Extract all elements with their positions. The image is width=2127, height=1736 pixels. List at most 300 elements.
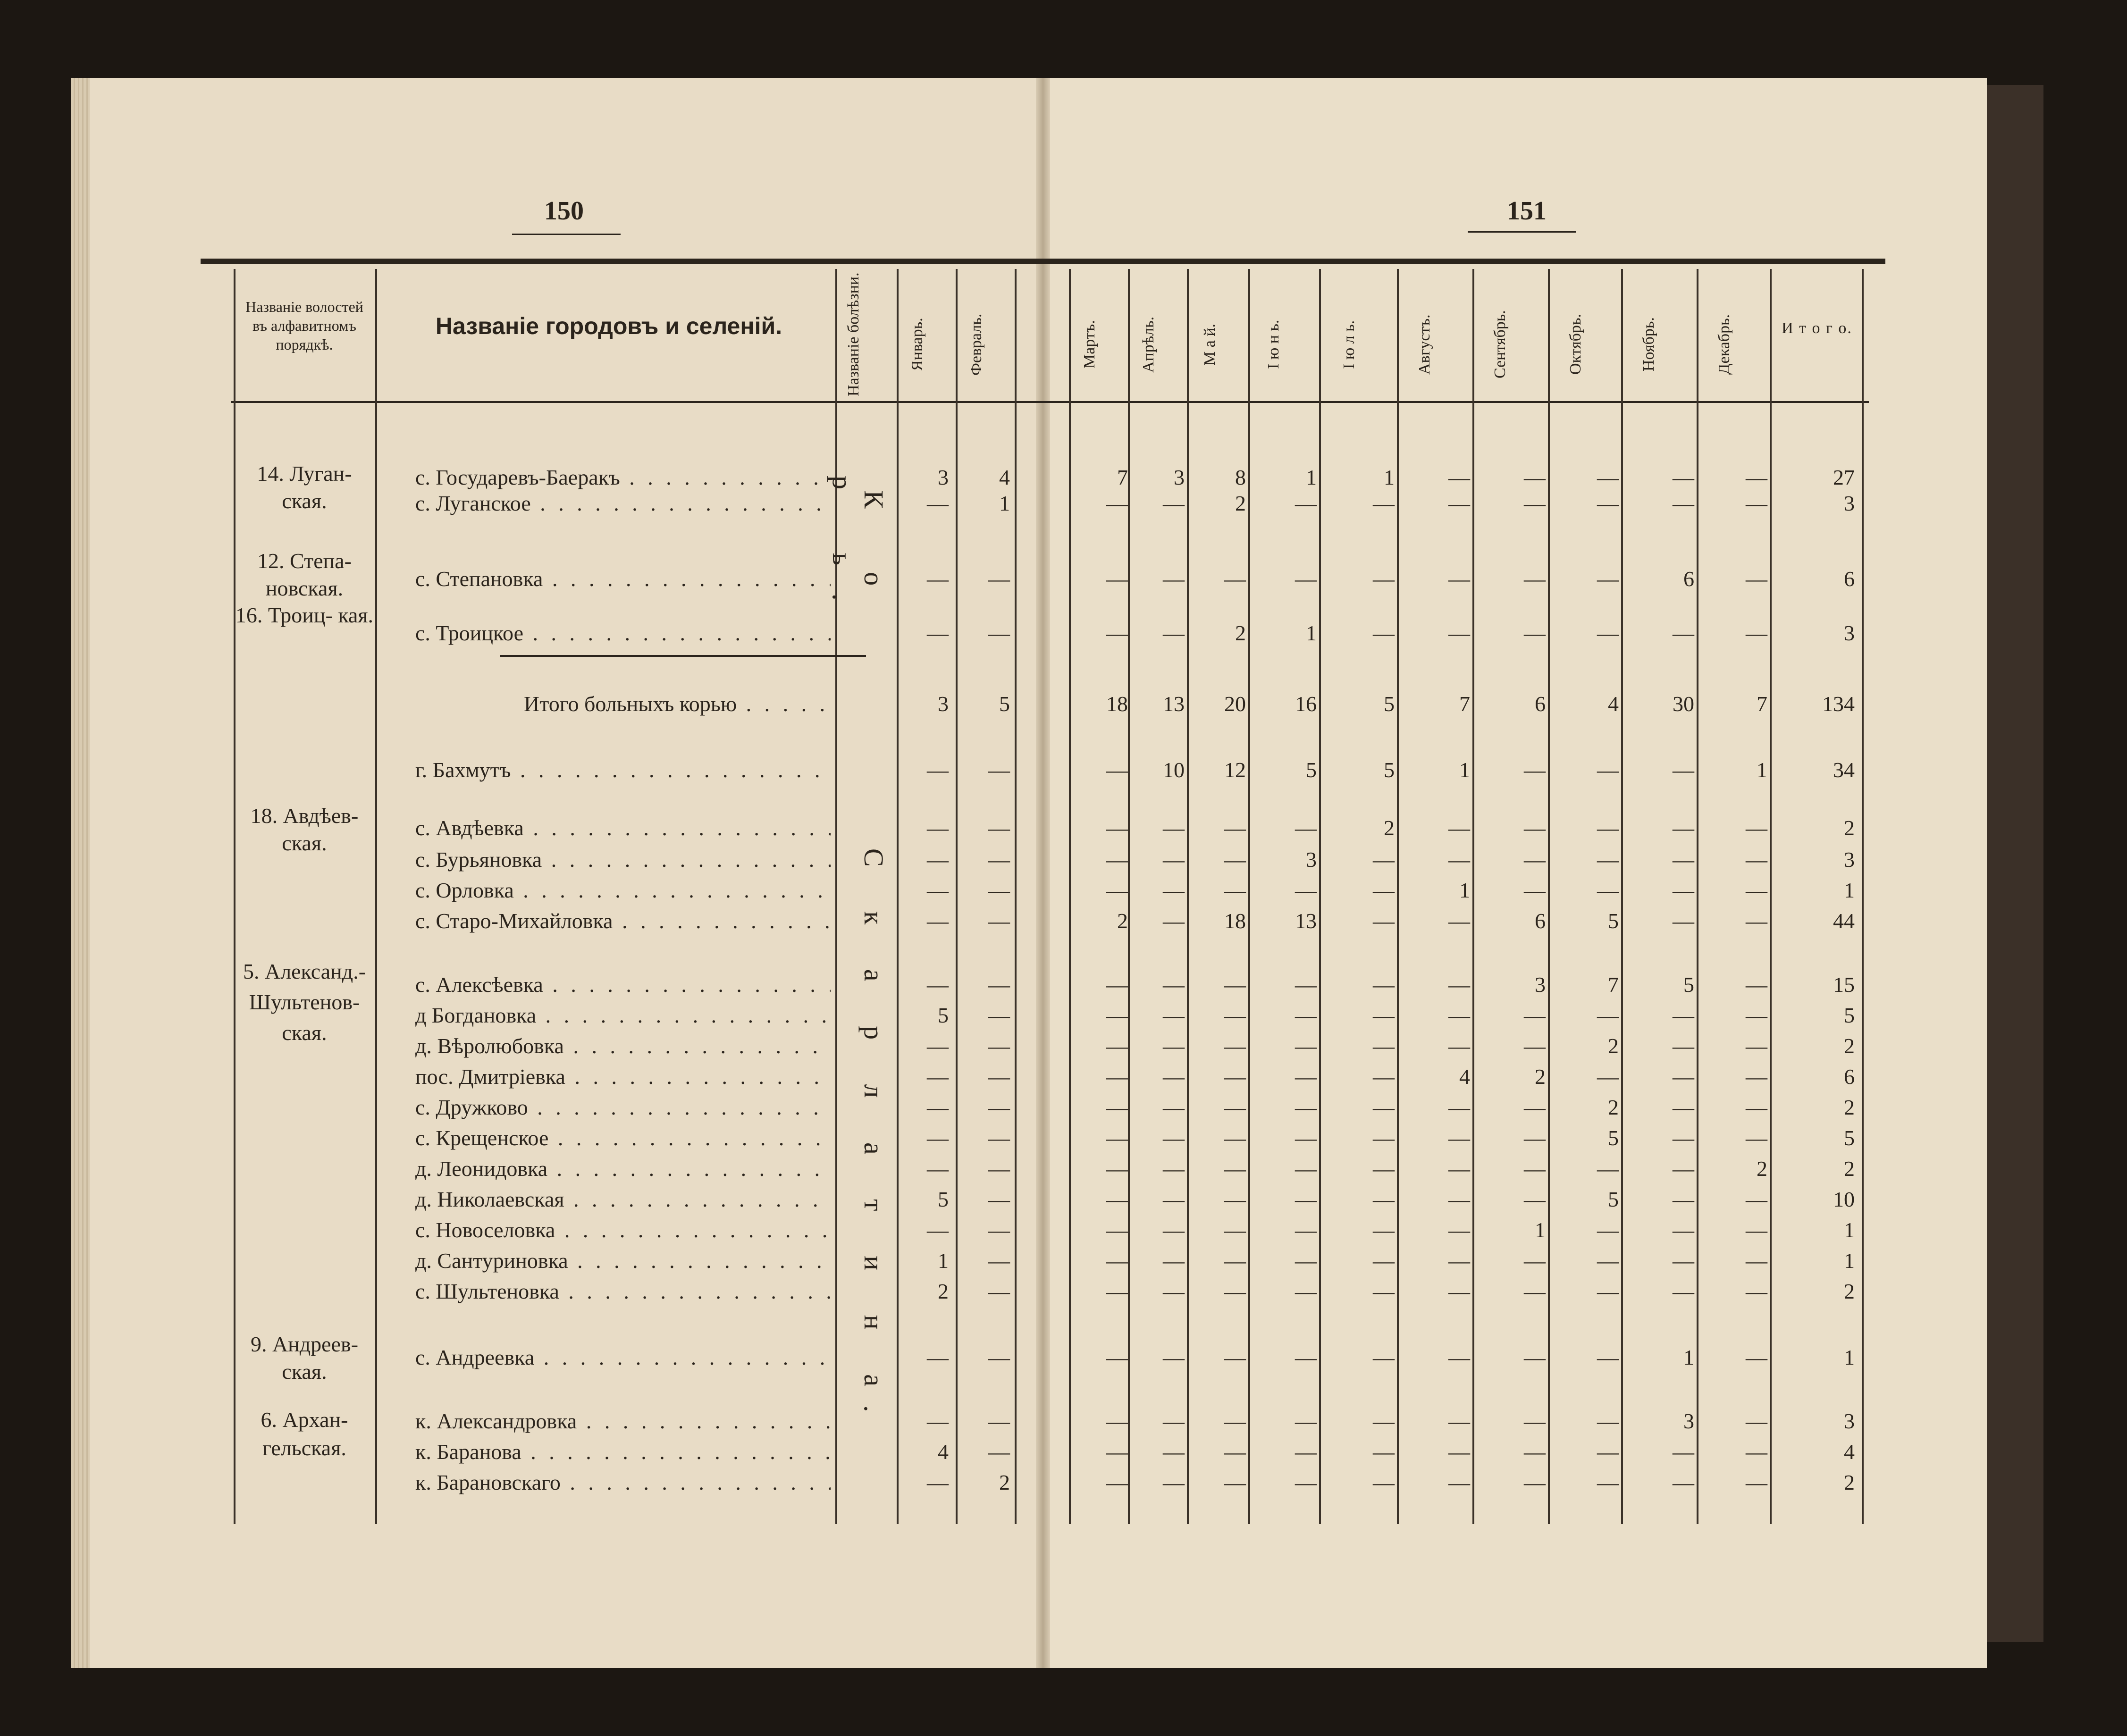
settlement-name: с. Дружково . . . (415, 1095, 831, 1120)
table-cell: 6 (1683, 567, 1694, 591)
table-cell: — (1746, 1034, 1767, 1058)
table-cell: — (988, 1003, 1010, 1027)
table-cell: — (1373, 1065, 1395, 1089)
header-volost: Названіе волостей въ алфавитномъ порядкѣ. (245, 298, 363, 353)
table-cell: — (1448, 1157, 1470, 1181)
table-cell: 20 (1224, 692, 1246, 716)
table-cell: 2 (1844, 1157, 1855, 1181)
table-cell: — (1673, 1157, 1694, 1181)
table-cell: 1 (1459, 878, 1470, 902)
table-cell: 5 (1608, 909, 1619, 933)
header-month: Январь. (908, 318, 926, 371)
table-cell: — (1163, 878, 1185, 902)
table-cell: — (1163, 1470, 1185, 1494)
table-cell: — (1448, 1034, 1470, 1058)
table-cell: — (1524, 1279, 1546, 1303)
table-cell: — (1673, 1279, 1694, 1303)
table-cell: — (988, 1218, 1010, 1242)
table-cell: — (1746, 847, 1767, 872)
table-cell: 5 (1384, 758, 1395, 782)
settlement-name: с. Орловка . . . (415, 878, 831, 903)
table-cell: — (927, 1409, 949, 1433)
table-cell: — (1224, 1034, 1246, 1058)
volost-label: 6. Архан- (261, 1408, 348, 1432)
col-line (1472, 269, 1474, 1524)
col-line (1128, 269, 1130, 1524)
table-cell: — (1448, 1249, 1470, 1273)
table-cell: — (1597, 1345, 1619, 1369)
settlement-name: к. Баранова . . . (415, 1439, 831, 1464)
table-cell: — (988, 1440, 1010, 1464)
table-cell: — (1163, 973, 1185, 997)
table-cell: — (1163, 491, 1185, 515)
header-month: Декабрь. (1715, 314, 1733, 375)
disease-label-scarlet-fever: С к а р л а т и н а. (858, 848, 889, 1431)
table-cell: — (1673, 1034, 1694, 1058)
table-cell: — (1524, 491, 1546, 515)
table-cell: 2 (938, 1279, 949, 1303)
table-cell: — (1106, 491, 1128, 515)
table-cell: — (1373, 567, 1395, 591)
table-cell: — (927, 1126, 949, 1150)
table-cell: — (1163, 1249, 1185, 1273)
table-cell: — (988, 1187, 1010, 1211)
table-cell: 2 (1844, 1034, 1855, 1058)
table-cell: 4 (1608, 692, 1619, 716)
table-cell: — (1524, 1187, 1546, 1211)
table-cell: — (1295, 1187, 1317, 1211)
page-number-right-rule (1468, 231, 1576, 233)
header-month: Апрѣль. (1140, 316, 1157, 373)
table-cell: — (1448, 1345, 1470, 1369)
settlement-name: с. Авдѣевка . . . (415, 815, 831, 840)
table-cell: — (1448, 1095, 1470, 1119)
table-cell: — (1163, 816, 1185, 840)
table-cell: — (988, 758, 1010, 782)
table-cell: — (1597, 567, 1619, 591)
table-cell: 2 (1844, 1279, 1855, 1303)
table-cell: 18 (1224, 909, 1246, 933)
table-cell: 2 (1235, 621, 1246, 645)
table-cell: — (1163, 909, 1185, 933)
table-cell: — (927, 491, 949, 515)
table-cell: — (1597, 1440, 1619, 1464)
table-cell: — (1746, 1470, 1767, 1494)
table-cell: — (1295, 1409, 1317, 1433)
table-cell: 5 (1683, 973, 1694, 997)
table-cell: 1 (1844, 878, 1855, 902)
table-cell: — (927, 1034, 949, 1058)
table-cell: — (927, 1218, 949, 1242)
header-settlement: Названіе городовъ и селеній. (435, 313, 782, 339)
table-cell: — (1163, 1218, 1185, 1242)
table-cell: — (1673, 816, 1694, 840)
table-cell: — (988, 878, 1010, 902)
table-cell: — (1106, 1126, 1128, 1150)
header-month: М а й. (1201, 323, 1219, 366)
header-month: Августъ. (1416, 314, 1433, 375)
table-cell: — (1673, 1126, 1694, 1150)
table-cell: 1 (1844, 1249, 1855, 1273)
table-cell: 34 (1833, 758, 1855, 782)
table-cell: — (1673, 878, 1694, 902)
table-cell: 2 (1535, 1065, 1546, 1089)
table-cell: 13 (1163, 692, 1185, 716)
table-cell: 6 (1535, 692, 1546, 716)
table-cell: — (1295, 1034, 1317, 1058)
table-cell: — (1373, 1095, 1395, 1119)
table-cell: — (1295, 1249, 1317, 1273)
table-cell: — (1524, 1409, 1546, 1433)
table-cell: — (988, 816, 1010, 840)
table-cell: — (927, 1470, 949, 1494)
table-cell: — (1106, 847, 1128, 872)
table-cell: — (1524, 878, 1546, 902)
volost-label: 14. Луган- (257, 461, 352, 486)
table-cell: — (1746, 491, 1767, 515)
header-month: Сентябрь. (1491, 310, 1509, 379)
table-cell: — (1673, 1249, 1694, 1273)
table-cell: — (988, 1095, 1010, 1119)
table-cell: — (1524, 1440, 1546, 1464)
table-cell: 27 (1833, 465, 1855, 489)
table-cell: — (1597, 491, 1619, 515)
page-edges (71, 78, 90, 1668)
volost-label: Шультенов- (249, 990, 360, 1014)
table-cell: — (1106, 973, 1128, 997)
table-cell: 2 (1608, 1095, 1619, 1119)
table-cell: — (1673, 491, 1694, 515)
table-cell: — (1373, 1440, 1395, 1464)
table-cell: — (1224, 567, 1246, 591)
settlement-name: с. Андреевка . . . (415, 1345, 831, 1370)
table-cell: — (927, 847, 949, 872)
table-cell: — (1106, 816, 1128, 840)
table-cell: — (1746, 973, 1767, 997)
table-cell: — (1524, 847, 1546, 872)
table-cell: 1 (1683, 1345, 1694, 1369)
table-cell: — (1106, 1249, 1128, 1273)
table-cell: — (988, 567, 1010, 591)
book-cover-right (1987, 85, 2043, 1642)
table-cell: 1 (1535, 1218, 1546, 1242)
table-cell: — (1597, 1003, 1619, 1027)
table-cell: — (1106, 1157, 1128, 1181)
table-cell: — (1524, 1157, 1546, 1181)
table-cell: — (1746, 1218, 1767, 1242)
table-cell: — (1224, 1095, 1246, 1119)
table-cell: — (1524, 621, 1546, 645)
page-number-right: 151 (1507, 196, 1547, 226)
table-cell: 5 (938, 1003, 949, 1027)
table-cell: 5 (938, 1187, 949, 1211)
table-cell: — (1295, 1279, 1317, 1303)
table-cell: — (1746, 909, 1767, 933)
table-cell: — (1106, 1187, 1128, 1211)
table-cell: — (1673, 465, 1694, 489)
table-cell: 1 (1757, 758, 1767, 782)
table-cell: — (1106, 1440, 1128, 1464)
table-cell: — (1746, 1095, 1767, 1119)
table-cell: 1 (1844, 1218, 1855, 1242)
table-cell: 3 (1844, 847, 1855, 872)
settlement-name: к. Александровка . . . (415, 1409, 831, 1434)
table-cell: — (1673, 758, 1694, 782)
table-cell: — (1295, 491, 1317, 515)
table-cell: — (1373, 847, 1395, 872)
table-cell: 2 (999, 1470, 1010, 1494)
table-cell: — (927, 878, 949, 902)
settlement-name: пос. Дмитріевка . . . (415, 1064, 831, 1089)
table-cell: — (1524, 1345, 1546, 1369)
col-line (1397, 269, 1399, 1524)
table-cell: — (1746, 1003, 1767, 1027)
table-cell: 5 (1608, 1187, 1619, 1211)
table-cell: — (1746, 1065, 1767, 1089)
table-cell: — (1746, 465, 1767, 489)
settlement-name: д. Вѣролюбовка . . . (415, 1033, 831, 1058)
table-cell: — (1224, 847, 1246, 872)
page-number-left: 150 (544, 196, 584, 226)
table-cell: — (1673, 1218, 1694, 1242)
table-cell: — (1524, 1003, 1546, 1027)
table-cell: — (1448, 1218, 1470, 1242)
col-line (375, 269, 377, 1524)
table-cell: — (1597, 1218, 1619, 1242)
table-cell: — (1597, 465, 1619, 489)
table-cell: 6 (1535, 909, 1546, 933)
table-cell: — (1224, 1345, 1246, 1369)
table-cell: — (1597, 1409, 1619, 1433)
table-cell: — (1163, 847, 1185, 872)
settlement-name: с. Бурьяновка . . . (415, 847, 831, 872)
settlement-name: д. Сантуриновка . . . (415, 1248, 831, 1273)
table-cell: — (1373, 1003, 1395, 1027)
header-month: І ю л ь. (1340, 320, 1358, 369)
table-cell: — (1373, 1249, 1395, 1273)
table-cell: — (1746, 567, 1767, 591)
table-cell: — (988, 1345, 1010, 1369)
table-cell: — (1106, 1409, 1128, 1433)
table-cell: — (1448, 1279, 1470, 1303)
table-cell: — (1224, 1126, 1246, 1150)
table-top-rule (201, 259, 1885, 264)
table-cell: 8 (1235, 465, 1246, 489)
table-cell: — (1295, 1218, 1317, 1242)
table-cell: — (1163, 1034, 1185, 1058)
table-cell: — (1597, 1279, 1619, 1303)
table-cell: 2 (1608, 1034, 1619, 1058)
table-cell: — (1746, 816, 1767, 840)
table-cell: 4 (1844, 1440, 1855, 1464)
header-month: І ю н ь. (1265, 319, 1282, 369)
table-cell: — (1106, 1003, 1128, 1027)
table-cell: — (1373, 491, 1395, 515)
table-cell: — (1448, 491, 1470, 515)
table-cell: — (988, 909, 1010, 933)
table-cell: — (1163, 1345, 1185, 1369)
table-cell: — (1163, 1440, 1185, 1464)
table-cell: 7 (1459, 692, 1470, 716)
table-cell: 1 (1306, 621, 1317, 645)
table-cell: — (1373, 973, 1395, 997)
table-cell: — (1673, 1003, 1694, 1027)
settlement-name: с. Государевъ-Баеракъ . . . (415, 465, 831, 490)
settlement-name: г. Бахмутъ . . . (415, 757, 831, 782)
table-cell: — (1224, 1218, 1246, 1242)
table-cell: — (1373, 878, 1395, 902)
table-cell: — (1673, 621, 1694, 645)
table-cell: — (988, 847, 1010, 872)
settlement-name: с. Старо-Михайловка . . . (415, 908, 831, 933)
table-cell: 10 (1163, 758, 1185, 782)
settlement-name: с. Троицкое . . . (415, 621, 831, 646)
table-cell: — (1524, 758, 1546, 782)
table-cell: — (988, 1279, 1010, 1303)
table-cell: — (1373, 1279, 1395, 1303)
table-cell: 2 (1235, 491, 1246, 515)
table-cell: — (988, 621, 1010, 645)
table-cell: — (1524, 1126, 1546, 1150)
volost-label: 16. Троиц- кая. (235, 603, 374, 627)
table-cell: — (1597, 621, 1619, 645)
table-cell: 16 (1295, 692, 1317, 716)
table-cell: — (1597, 878, 1619, 902)
table-cell: 1 (999, 491, 1010, 515)
table-cell: — (988, 1157, 1010, 1181)
table-cell: — (1746, 1279, 1767, 1303)
table-cell: — (927, 909, 949, 933)
table-cell: — (1373, 1345, 1395, 1369)
disease-label-measles: К о р ь. (827, 475, 889, 629)
table-cell: 5 (1608, 1126, 1619, 1150)
table-cell: — (1524, 816, 1546, 840)
table-cell: 1 (1844, 1345, 1855, 1369)
table-cell: — (1448, 1440, 1470, 1464)
table-cell: 13 (1295, 909, 1317, 933)
table-cell: 3 (1844, 1409, 1855, 1433)
col-line (1548, 269, 1550, 1524)
table-cell: 3 (1683, 1409, 1694, 1433)
header-total: И т о г о. (1782, 319, 1852, 337)
table-cell: 4 (1459, 1065, 1470, 1089)
table-cell: — (988, 1126, 1010, 1150)
table-cell: — (1295, 1345, 1317, 1369)
table-cell: — (1106, 1065, 1128, 1089)
table-cell: — (1673, 847, 1694, 872)
table-cell: — (1224, 1157, 1246, 1181)
table-cell: — (1746, 878, 1767, 902)
table-cell: — (1448, 621, 1470, 645)
settlement-name: с. Алексѣевка . . . (415, 972, 831, 997)
volost-label: ская. (282, 489, 327, 513)
col-line (1015, 269, 1017, 1524)
table-cell: 1 (1459, 758, 1470, 782)
table-cell: — (1163, 621, 1185, 645)
table-cell: — (1163, 1409, 1185, 1433)
settlement-name: с. Крещенское . . . (415, 1125, 831, 1150)
table-cell: — (1746, 1126, 1767, 1150)
volost-label: 9. Андреев- ская. (250, 1332, 359, 1384)
table-cell: 1 (1306, 465, 1317, 489)
volost-label: гельская. (262, 1436, 346, 1460)
table-cell: — (1163, 1279, 1185, 1303)
table-cell: — (988, 1409, 1010, 1433)
table-cell: 15 (1833, 973, 1855, 997)
table-cell: 6 (1844, 567, 1855, 591)
table-cell: — (1746, 621, 1767, 645)
table-cell: — (1106, 1279, 1128, 1303)
settlement-name: с. Шультеновка . . . (415, 1279, 831, 1304)
table-cell: — (1295, 567, 1317, 591)
table-cell: — (1524, 465, 1546, 489)
table-cell: — (1524, 567, 1546, 591)
table-cell: — (1673, 1095, 1694, 1119)
table-cell: — (1448, 1126, 1470, 1150)
table-cell: — (1448, 1187, 1470, 1211)
table-cell: — (1163, 1126, 1185, 1150)
table-cell: — (1448, 847, 1470, 872)
table-cell: 1 (1384, 465, 1395, 489)
table-cell: — (1373, 1218, 1395, 1242)
volost-label: 5. Александ.- (243, 959, 366, 983)
table-cell: — (1673, 1187, 1694, 1211)
table-cell: — (1373, 1157, 1395, 1181)
table-cell: — (1746, 1345, 1767, 1369)
table-cell: — (1163, 1095, 1185, 1119)
table-cell: — (1106, 1218, 1128, 1242)
table-cell: — (1106, 621, 1128, 645)
table-cell: — (1597, 847, 1619, 872)
table-cell: — (1373, 1409, 1395, 1433)
table-cell: — (1295, 1126, 1317, 1150)
table-cell: — (1295, 1065, 1317, 1089)
table-cell: — (1524, 1095, 1546, 1119)
volost-label: 12. Степа- новская. (257, 549, 352, 600)
table-cell: — (1448, 816, 1470, 840)
col-line (1697, 269, 1698, 1524)
settlement-name: с. Степановка . . . (415, 566, 831, 591)
table-cell: 18 (1106, 692, 1128, 716)
table-cell: — (927, 1095, 949, 1119)
table-cell: 30 (1673, 692, 1694, 716)
table-cell: — (1163, 1187, 1185, 1211)
table-cell: 7 (1757, 692, 1767, 716)
header-month: Февраль. (967, 313, 985, 376)
page-fold (1036, 78, 1050, 1668)
header-month: Октябрь. (1567, 314, 1584, 375)
col-line (1770, 269, 1772, 1524)
table-cell: 3 (1306, 847, 1317, 872)
table-cell: — (1224, 1440, 1246, 1464)
table-cell: — (988, 1249, 1010, 1273)
table-cell: 5 (1306, 758, 1317, 782)
table-cell: — (927, 1065, 949, 1089)
table-cell: 7 (1608, 973, 1619, 997)
table-cell: — (1373, 1126, 1395, 1150)
table-cell: — (1673, 909, 1694, 933)
table-cell: — (1106, 878, 1128, 902)
header-month: Ноябрь. (1640, 317, 1657, 372)
table-cell: — (1106, 1470, 1128, 1494)
table-cell: 12 (1224, 758, 1246, 782)
table-cell: — (927, 973, 949, 997)
col-line (1319, 269, 1321, 1524)
table-cell: — (1448, 1409, 1470, 1433)
page-number-left-rule (512, 234, 621, 235)
table-cell: 1 (938, 1249, 949, 1273)
table-cell: — (1295, 878, 1317, 902)
